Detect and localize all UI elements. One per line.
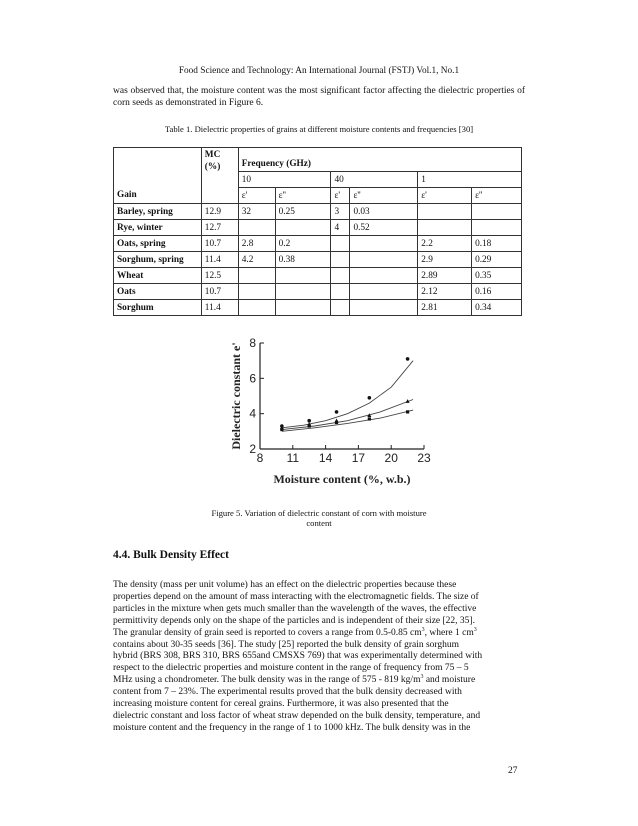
y-tick-label: 8 xyxy=(249,337,256,350)
table-cell xyxy=(238,268,275,284)
table-cell xyxy=(350,300,418,316)
table-cell xyxy=(275,268,331,284)
figure-caption-line-1: Figure 5. Variation of dielectric constant of corn with moisture xyxy=(211,508,427,518)
subheader-cell: ε' xyxy=(238,188,275,204)
data-point-series-3 xyxy=(406,410,409,413)
y-tick-label: 6 xyxy=(249,371,256,386)
running-header: Food Science and Technology: An International Journal (FSTJ) Vol.1, No.1 xyxy=(178,66,460,76)
table-cell: 2.9 xyxy=(418,252,472,268)
grain-name: Sorghum, spring xyxy=(114,252,202,268)
freq-40-header: 40 xyxy=(331,172,418,188)
mc-value: 12.5 xyxy=(201,268,238,284)
x-tick-label: 11 xyxy=(286,451,300,465)
table-cell xyxy=(472,220,522,236)
body-line: particles in the mixture when gets much smaller than the wavelength of the waves, the effective xyxy=(113,603,477,614)
body-line: hybrid (BRS 308, BRS 310, BRS 655and CMSXS 769) that was experimentally determined with xyxy=(113,651,483,662)
fit-curve-1 xyxy=(282,361,413,428)
grain-name: Sorghum xyxy=(114,300,202,316)
grain-name: Barley, spring xyxy=(114,204,202,220)
table-cell: 2.81 xyxy=(418,300,472,316)
mc-value: 11.4 xyxy=(201,252,238,268)
text-run: , where 1 cm xyxy=(424,627,474,638)
table-cell: 2.89 xyxy=(418,268,472,284)
table-cell: 0.35 xyxy=(472,268,522,284)
grain-name: Oats xyxy=(114,284,202,300)
section-title: 4.4. Bulk Density Effect xyxy=(113,549,229,561)
dielectric-constant-chart xyxy=(228,337,448,489)
table-cell xyxy=(275,220,331,236)
x-tick-label: 23 xyxy=(417,451,431,465)
body-line: content from 7 – 23%. The experimental results proved that the bulk density decreased with xyxy=(113,687,462,698)
table-cell: 0.18 xyxy=(472,236,522,252)
mc-value: 10.7 xyxy=(201,284,238,300)
table-cell: 4.2 xyxy=(238,252,275,268)
mc-header: MC (%) xyxy=(201,148,238,204)
subheader-cell: ε' xyxy=(331,188,350,204)
superscript: 3 xyxy=(421,626,425,633)
y-axis-label: Dielectric constant e' xyxy=(229,342,243,450)
table-cell xyxy=(472,204,522,220)
table-row xyxy=(114,268,522,284)
table-cell xyxy=(238,300,275,316)
x-tick-label: 14 xyxy=(318,451,333,465)
table-row xyxy=(114,252,522,268)
body-line xyxy=(113,628,525,640)
table-cell: 0.03 xyxy=(350,204,418,220)
data-point-series-1 xyxy=(335,410,339,414)
table-row xyxy=(114,236,522,252)
data-point-series-1 xyxy=(368,396,372,400)
dielectric-properties-table xyxy=(113,147,522,316)
body-line xyxy=(113,675,525,687)
table-cell xyxy=(331,236,350,252)
table-row xyxy=(114,300,522,316)
text-run: The granular density of grain seed is reported to covers a range from 0.5-0.85 cm xyxy=(113,627,422,638)
figure-5 xyxy=(228,337,448,494)
table-cell: 2.8 xyxy=(238,236,275,252)
subheader-cell: ε'' xyxy=(472,188,522,204)
figure-caption xyxy=(100,508,538,528)
table-cell xyxy=(238,284,275,300)
subheader-cell: ε'' xyxy=(275,188,331,204)
x-tick-label: 20 xyxy=(384,451,398,465)
y-tick-label: 2 xyxy=(249,442,256,456)
table-cell xyxy=(331,300,350,316)
table-cell: 0.25 xyxy=(275,204,331,220)
table-cell xyxy=(350,252,418,268)
table-cell xyxy=(331,252,350,268)
table-cell: 3 xyxy=(331,204,350,220)
body-line: dielectric constant and loss factor of wheat straw depended on the bulk density, temperature, and xyxy=(113,710,481,721)
data-point-series-1 xyxy=(406,357,410,361)
table-cell xyxy=(350,268,418,284)
x-tick-label: 8 xyxy=(256,451,264,465)
data-point-series-1 xyxy=(307,419,311,423)
grain-name: Rye, winter xyxy=(114,220,202,236)
frequency-header: Frequency (GHz) xyxy=(238,148,521,172)
grain-name: Oats, spring xyxy=(114,236,202,252)
mc-value: 12.9 xyxy=(201,204,238,220)
table-cell xyxy=(331,268,350,284)
figure-caption-line-2: content xyxy=(306,518,332,528)
table-caption: Table 1. Dielectric properties of grains at different moisture contents and frequencies [30] xyxy=(164,124,474,134)
table-cell: 0.16 xyxy=(472,284,522,300)
table-row xyxy=(114,204,522,220)
table-cell: 32 xyxy=(238,204,275,220)
superscript: 3 xyxy=(473,626,477,633)
text-run: MHz using a chondrometer. The bulk density was in the range of 575 - 819 kg/m xyxy=(113,675,421,686)
table-cell: 0.34 xyxy=(472,300,522,316)
mc-value: 10.7 xyxy=(201,236,238,252)
body-line: permittivity depends only on the shape of the particles and is independent of their size [22, 35]. xyxy=(113,615,475,626)
text-run: and moisture xyxy=(423,675,476,686)
body-line: moisture content and the frequency in the range of 1 to 1000 kHz. The bulk density was in the xyxy=(113,722,471,733)
table-row xyxy=(114,220,522,236)
body-line: The density (mass per unit volume) has an effect on the dielectric properties because these xyxy=(113,580,457,590)
table-cell xyxy=(418,220,472,236)
x-tick-label: 17 xyxy=(351,451,366,465)
body-line: contains about 30-35 seeds [36]. The study [25] reported the bulk density of grain sorghum xyxy=(113,639,460,650)
data-point-series-3 xyxy=(308,424,311,427)
table-cell xyxy=(275,300,331,316)
table-cell xyxy=(238,220,275,236)
subheader-cell: ε' xyxy=(418,188,472,204)
table-cell: 4 xyxy=(331,220,350,236)
table-cell xyxy=(331,284,350,300)
table-cell: 0.38 xyxy=(275,252,331,268)
body-line: increasing moisture content for cereal grains. Furthermore, it was also presented that the xyxy=(113,699,449,710)
table-cell: 0.29 xyxy=(472,252,522,268)
freq-10-header: 10 xyxy=(238,172,331,188)
body-line: respect to the dielectric properties and moisture content in the range of frequency from 75 – 5 xyxy=(113,663,469,674)
intro-paragraph: was observed that, the moisture content was the most significant factor affecting the dielectric properties of corn seeds as demonstrated in Figure 6. xyxy=(113,86,525,108)
gain-header: Gain xyxy=(114,148,202,204)
table-cell: 0.52 xyxy=(350,220,418,236)
table-cell xyxy=(418,204,472,220)
table-cell: 2.12 xyxy=(418,284,472,300)
table-cell: 2.2 xyxy=(418,236,472,252)
x-axis-label: Moisture content (%, w.b.) xyxy=(273,472,411,486)
grain-name: Wheat xyxy=(114,268,202,284)
mc-value: 12.7 xyxy=(201,220,238,236)
body-line: properties depend on the amount of mass interacting with the electromagnetic fields. The size of xyxy=(113,591,479,602)
subheader-cell: ε'' xyxy=(350,188,418,204)
y-tick-label: 4 xyxy=(249,406,256,421)
table-cell: 0.2 xyxy=(275,236,331,252)
table-row xyxy=(114,284,522,300)
mc-value: 11.4 xyxy=(201,300,238,316)
table-cell xyxy=(275,284,331,300)
body-paragraph xyxy=(113,580,525,735)
freq-1-header: 1 xyxy=(418,172,522,188)
table-cell xyxy=(350,236,418,252)
data-point-series-3 xyxy=(335,421,338,424)
data-point-series-3 xyxy=(368,417,371,420)
data-point-series-3 xyxy=(280,428,283,431)
page-number: 27 xyxy=(508,766,518,776)
superscript: 3 xyxy=(420,674,424,681)
table-cell xyxy=(350,284,418,300)
